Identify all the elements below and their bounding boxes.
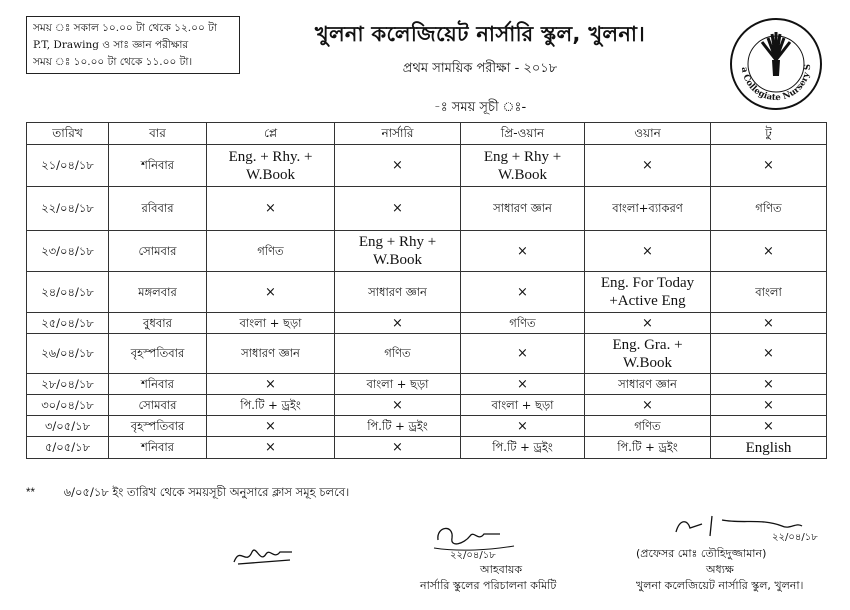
signature-left <box>230 540 300 570</box>
one-cell: পি.টি + ড্রইং <box>585 437 711 459</box>
preone-cell: Eng + Rhy + W.Book <box>461 145 585 187</box>
class-start-note <box>26 484 349 503</box>
convener-sign-date: ২২/০৪/১৮ <box>450 550 496 560</box>
preone-cell: × <box>461 374 585 395</box>
play-cell: × <box>207 374 335 395</box>
nursery-cell: × <box>335 313 461 334</box>
two-cell: × <box>711 416 827 437</box>
day-cell: রবিবার <box>109 187 207 231</box>
table-row <box>27 272 827 313</box>
table-row <box>27 334 827 374</box>
day-cell: সোমবার <box>109 395 207 416</box>
svg-text:Khulna Collegiate Nursery Scho <box>728 16 813 103</box>
time-line-3: সময় ঃ ১০.০০ টা থেকে ১১.০০ টা। <box>33 56 193 68</box>
principal-sign-date: ২২/০৪/১৮ <box>772 532 818 543</box>
one-cell: × <box>585 313 711 334</box>
time-line-1: সময় ঃ সকাল ১০.০০ টা থেকে ১২.০০ টা <box>33 22 217 34</box>
two-cell: বাংলা <box>711 272 827 313</box>
day-cell: বৃহস্পতিবার <box>109 416 207 437</box>
preone-cell: পি.টি + ড্রইং <box>461 437 585 459</box>
two-cell: × <box>711 231 827 272</box>
nursery-cell: সাধারণ জ্ঞান <box>335 272 461 313</box>
two-cell: × <box>711 334 827 374</box>
play-cell: × <box>207 272 335 313</box>
table-row <box>27 145 827 187</box>
two-cell: × <box>711 145 827 187</box>
convener-title: আহবায়ক <box>480 563 523 576</box>
column-header: টু <box>711 123 827 145</box>
one-cell: বাংলা+ব্যাকরণ <box>585 187 711 231</box>
one-cell: × <box>585 145 711 187</box>
logo-text: a Collegiate Nursery S <box>738 63 814 104</box>
nursery-cell: পি.টি + ড্রইং <box>335 416 461 437</box>
day-cell: শনিবার <box>109 145 207 187</box>
preone-cell: × <box>461 231 585 272</box>
date-cell: ২৬/০৪/১৮ <box>27 334 109 374</box>
date-cell: ২৮/০৪/১৮ <box>27 374 109 395</box>
note-marker: ** <box>26 487 35 499</box>
one-cell: × <box>585 231 711 272</box>
date-cell: ৩০/০৪/১৮ <box>27 395 109 416</box>
nursery-cell: × <box>335 395 461 416</box>
column-header: তারিখ <box>27 123 109 145</box>
exam-subtitle: প্রথম সাময়িক পরীক্ষা - ২০১৮ <box>402 61 558 76</box>
one-cell: সাধারণ জ্ঞান <box>585 374 711 395</box>
play-cell: সাধারণ জ্ঞান <box>207 334 335 374</box>
day-cell: বুধবার <box>109 313 207 334</box>
document-header <box>240 12 720 119</box>
column-header: ওয়ান <box>585 123 711 145</box>
preone-cell: × <box>461 334 585 374</box>
time-line-2: P.T, Drawing ও সাঃ জ্ঞান পরীক্ষার <box>33 39 189 51</box>
day-cell: শনিবার <box>109 374 207 395</box>
preone-cell: × <box>461 272 585 313</box>
table-header-row <box>27 123 827 145</box>
day-cell: সোমবার <box>109 231 207 272</box>
signature-principal <box>672 510 842 544</box>
column-header: প্রি-ওয়ান <box>461 123 585 145</box>
nursery-cell: × <box>335 145 461 187</box>
school-crest-icon <box>728 16 824 112</box>
note-text: ৬/০৫/১৮ ইং তারিখ থেকে সময়সূচী অনুসারে ক্লাস সমূহ চলবে। <box>63 485 350 499</box>
date-cell: ২৪/০৪/১৮ <box>27 272 109 313</box>
nursery-cell: × <box>335 187 461 231</box>
table-row <box>27 187 827 231</box>
date-cell: ৫/০৫/১৮ <box>27 437 109 459</box>
two-cell: × <box>711 395 827 416</box>
date-cell: ২৫/০৪/১৮ <box>27 313 109 334</box>
one-cell: Eng. For Today +Active Eng <box>585 272 711 313</box>
column-header: নার্সারি <box>335 123 461 145</box>
day-cell: মঙ্গলবার <box>109 272 207 313</box>
play-cell: × <box>207 437 335 459</box>
nursery-cell: × <box>335 437 461 459</box>
table-row <box>27 313 827 334</box>
play-cell: গণিত <box>207 231 335 272</box>
principal-title: অধ্যক্ষ <box>706 563 734 576</box>
column-header: বার <box>109 123 207 145</box>
nursery-cell: বাংলা + ছড়া <box>335 374 461 395</box>
preone-cell: সাধারণ জ্ঞান <box>461 187 585 231</box>
table-row <box>27 395 827 416</box>
day-cell: বৃহস্পতিবার <box>109 334 207 374</box>
two-cell: × <box>711 313 827 334</box>
preone-cell: বাংলা + ছড়া <box>461 395 585 416</box>
two-cell: × <box>711 374 827 395</box>
date-cell: ২৩/০৪/১৮ <box>27 231 109 272</box>
nursery-cell: Eng + Rhy + W.Book <box>335 231 461 272</box>
date-cell: ৩/০৫/১৮ <box>27 416 109 437</box>
preone-cell: × <box>461 416 585 437</box>
preone-cell: গণিত <box>461 313 585 334</box>
one-cell: গণিত <box>585 416 711 437</box>
table-row <box>27 416 827 437</box>
school-title: খুলনা কলেজিয়েট নার্সারি স্কুল, খুলনা। <box>314 22 646 46</box>
date-cell: ২২/০৪/১৮ <box>27 187 109 231</box>
table-row <box>27 231 827 272</box>
schedule-heading: -ঃ সময় সূচী ঃ- <box>433 100 527 115</box>
exam-routine-table <box>26 122 827 459</box>
play-cell: × <box>207 416 335 437</box>
exam-time-box <box>26 16 240 74</box>
one-cell: Eng. Gra. + W.Book <box>585 334 711 374</box>
play-cell: পি.টি + ড্রইং <box>207 395 335 416</box>
convener-org: নার্সারি স্কুলের পরিচালনা কমিটি <box>420 579 557 592</box>
play-cell: × <box>207 187 335 231</box>
two-cell: গণিত <box>711 187 827 231</box>
play-cell: বাংলা + ছড়া <box>207 313 335 334</box>
signature-convener <box>430 520 540 560</box>
column-header: প্লে <box>207 123 335 145</box>
principal-org: খুলনা কলেজিয়েট নার্সারি স্কুল, খুলনা। <box>636 579 804 592</box>
play-cell: Eng. + Rhy. + W.Book <box>207 145 335 187</box>
date-cell: ২১/০৪/১৮ <box>27 145 109 187</box>
one-cell: × <box>585 395 711 416</box>
day-cell: শনিবার <box>109 437 207 459</box>
principal-name: (প্রফেসর মোঃ তৌহিদুজ্জামান) <box>636 547 767 560</box>
table-row <box>27 374 827 395</box>
nursery-cell: গণিত <box>335 334 461 374</box>
two-cell: English <box>711 437 827 459</box>
table-row <box>27 437 827 459</box>
